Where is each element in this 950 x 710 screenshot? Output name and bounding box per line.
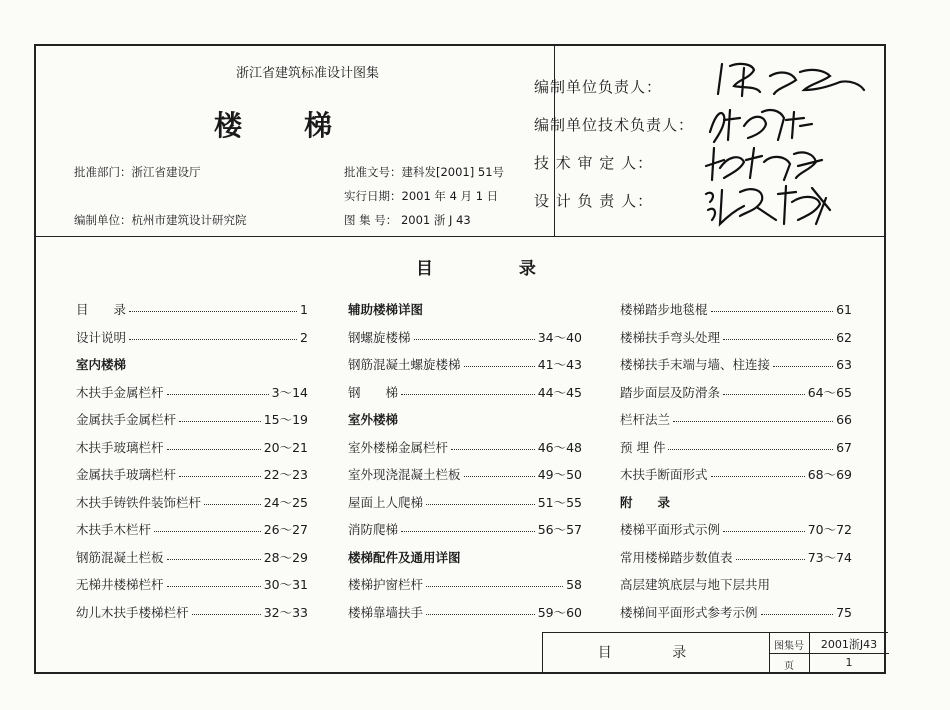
signature-label: 设 计 负 责 人： (534, 192, 654, 210)
toc-entry-title: 金属扶手玻璃栏杆 (76, 467, 177, 482)
toc-entry-title: 钢筋混凝土螺旋楼梯 (348, 357, 461, 372)
handwritten-signature (700, 180, 870, 230)
dot-leader (179, 406, 261, 422)
toc-entry-title: 木扶手玻璃栏杆 (76, 439, 164, 455)
toc-entry (620, 351, 852, 379)
toc-entry-title: 消防爬梯 (348, 522, 399, 537)
toc-entry-title: 钢筋混凝土栏板 (76, 549, 164, 565)
dot-leader (167, 544, 261, 560)
toc-entry-title: 踏步面层及防滑条 (620, 384, 721, 400)
dot-leader (426, 489, 535, 505)
toc-entry-title: 金属扶手金属栏杆 (76, 412, 177, 427)
toc-entry (348, 351, 582, 379)
dot-leader (426, 599, 535, 615)
dot-leader (129, 324, 297, 340)
atlas-no-value: 2001浙J43 (820, 638, 878, 651)
toc-page-number: 22～23 (263, 467, 308, 482)
toc-entry-title: 楼梯扶手弯头处理 (620, 329, 721, 345)
signature-row-designer (534, 190, 709, 211)
toc-entry (76, 296, 308, 324)
signature-label: 技 术 审 定 人： (534, 154, 654, 172)
toc-entry (76, 516, 308, 544)
dot-leader (761, 599, 834, 615)
page-number: 1 (845, 656, 853, 669)
toc-page-number: 44～45 (537, 384, 582, 400)
toc-page-number: 2 (300, 329, 308, 345)
toc-entry (76, 461, 308, 489)
toc-entry-title: 室外现浇混凝土栏板 (348, 467, 461, 482)
toc-page-number: 61 (836, 302, 852, 317)
signature-label: 编制单位技术负责人： (534, 116, 695, 134)
toc-page-number: 70～72 (807, 522, 852, 537)
toc-entry-title: 木扶手木栏杆 (76, 522, 152, 537)
toc-entry-title: 栏杆法兰 (620, 412, 671, 427)
dot-leader (154, 516, 261, 532)
toc-entry (620, 324, 852, 352)
toc-entry-title: 楼梯扶手末端与墙、柱连接 (620, 357, 771, 372)
dot-leader (129, 296, 297, 312)
toc-entry (76, 434, 308, 462)
dot-leader (723, 324, 833, 340)
compiler-unit: 编制单位：杭州市建筑设计研究院 (74, 213, 247, 227)
dot-leader (711, 461, 805, 477)
toc-page-number: 46～48 (537, 439, 582, 455)
toc-entry (348, 571, 582, 599)
dot-leader (414, 324, 535, 340)
toc-entry-title: 幼儿木扶手楼梯栏杆 (76, 604, 189, 620)
handwritten-signature (700, 56, 870, 100)
dot-leader (464, 461, 535, 477)
toc-page-number: 1 (300, 302, 308, 317)
toc-entry-title: 室内楼梯 (76, 357, 127, 372)
toc-entry (620, 516, 852, 544)
title-block-sheet-name: 目 录 (597, 645, 715, 661)
title-block (542, 632, 888, 672)
toc-entry (620, 544, 852, 572)
toc-entry (620, 406, 852, 434)
toc-entry-title: 室外楼梯 (348, 412, 399, 427)
signature-row-unit-head (534, 76, 709, 97)
dot-leader (167, 434, 261, 450)
toc-page-number: 49～50 (537, 467, 582, 482)
dot-leader (167, 379, 269, 395)
toc-column-3 (620, 296, 852, 626)
toc-column-1 (76, 296, 308, 626)
toc-entry (348, 599, 582, 627)
toc-entry (620, 434, 852, 462)
dot-leader (668, 434, 833, 450)
toc-entry (348, 461, 582, 489)
toc-page-number: 64～65 (807, 384, 852, 400)
toc-page-number: 75 (836, 604, 852, 620)
approval-doc: 批准文号：建科发[2001] 51号 (344, 165, 505, 179)
toc-entry (620, 571, 852, 599)
handwritten-signature (700, 140, 870, 184)
toc-entry-title: 常用楼梯踏步数值表 (620, 549, 733, 565)
signature-row-reviewer (534, 152, 709, 173)
toc-entry-title: 木扶手断面形式 (620, 467, 708, 482)
dot-leader (426, 571, 563, 587)
toc-page-number: 67 (836, 439, 852, 455)
toc-entry (620, 599, 852, 627)
toc-page-number: 59～60 (537, 604, 582, 620)
dot-leader (723, 379, 805, 395)
toc-section-heading (620, 489, 852, 517)
dot-leader (401, 516, 535, 532)
toc-entry-title: 楼梯配件及通用详图 (348, 549, 461, 565)
signature-row-tech-head (534, 114, 709, 135)
toc-entry-title: 楼梯踏步地毯棍 (620, 302, 708, 317)
toc-entry-title: 辅助楼梯详图 (348, 302, 424, 317)
dot-leader (167, 571, 261, 587)
toc-entry (76, 406, 308, 434)
dot-leader (673, 406, 833, 422)
toc-entry-title: 无梯井楼梯栏杆 (76, 577, 164, 592)
toc-page-number: 32～33 (263, 604, 308, 620)
toc-entry-title: 楼梯靠墙扶手 (348, 604, 424, 620)
toc-page-number: 28～29 (263, 549, 308, 565)
effective-date: 实行日期：2001 年 4 月 1 日 (344, 189, 499, 203)
toc-page-number: 3～14 (271, 384, 308, 400)
toc-page-number: 73～74 (807, 549, 852, 565)
toc-page-number: 58 (566, 577, 582, 592)
toc-entry (348, 516, 582, 544)
toc-page-number: 68～69 (807, 467, 852, 482)
dot-leader (192, 599, 261, 615)
toc-entry-title: 钢 梯 (348, 384, 399, 400)
toc-entry (620, 461, 852, 489)
title-block-divider (769, 653, 889, 654)
toc-entry (76, 489, 308, 517)
toc-page-number: 66 (836, 412, 852, 427)
toc-page-number: 56～57 (537, 522, 582, 537)
series-title: 浙江省建筑标准设计图集 (236, 66, 380, 81)
toc-title: 目 录 (416, 259, 576, 279)
dot-leader (711, 296, 834, 312)
toc-entry-title: 楼梯平面形式示例 (620, 522, 721, 537)
toc-entry (348, 379, 582, 407)
dot-leader (736, 544, 805, 560)
toc-section-heading (76, 351, 308, 379)
toc-entry-title: 钢螺旋楼梯 (348, 329, 411, 345)
toc-entry (76, 599, 308, 627)
toc-entry-title: 木扶手铸铁件装饰栏杆 (76, 494, 202, 510)
toc-entry (348, 434, 582, 462)
toc-entry-title: 楼梯间平面形式参考示例 (620, 604, 758, 620)
toc-section-heading (348, 544, 582, 572)
toc-entry (76, 379, 308, 407)
signature-label: 编制单位负责人： (534, 78, 663, 96)
toc-section-heading (348, 406, 582, 434)
toc-page-number: 20～21 (263, 439, 308, 455)
toc-entry (76, 571, 308, 599)
toc-column-2 (348, 296, 582, 626)
toc-page-number: 41～43 (537, 357, 582, 372)
toc-page-number: 26～27 (263, 522, 308, 537)
toc-entry (348, 324, 582, 352)
toc-page-number: 51～55 (537, 494, 582, 510)
page-title: 楼梯 (214, 109, 395, 142)
dot-leader (451, 434, 535, 450)
dot-leader (401, 379, 535, 395)
dot-leader (464, 351, 535, 367)
toc-page-number: 15～19 (263, 412, 308, 427)
toc-entry-title: 附 录 (620, 494, 671, 510)
toc-entry-title: 目 录 (76, 302, 127, 317)
toc-page-number: 24～25 (263, 494, 308, 510)
dot-leader (723, 516, 805, 532)
toc-entry-title: 楼梯护窗栏杆 (348, 577, 424, 592)
atlas-no-label: 图集号 (774, 641, 804, 652)
toc-section-heading (348, 296, 582, 324)
toc-entry-title: 木扶手金属栏杆 (76, 384, 164, 400)
header-divider-horizontal (36, 236, 884, 237)
toc-page-number: 34～40 (537, 329, 582, 345)
toc-entry-title: 高层建筑底层与地下层共用 (620, 577, 771, 592)
toc-entry-title: 设计说明 (76, 329, 127, 345)
toc-entry (620, 296, 852, 324)
toc-entry-title: 屋面上人爬梯 (348, 494, 424, 510)
toc-page-number: 62 (836, 329, 852, 345)
toc-entry-title: 室外楼梯金属栏杆 (348, 439, 449, 455)
toc-entry-title: 预 埋 件 (620, 439, 666, 455)
toc-entry (348, 489, 582, 517)
dot-leader (773, 351, 833, 367)
dot-leader (179, 461, 261, 477)
toc-entry (76, 544, 308, 572)
toc-page-number: 63 (836, 357, 852, 372)
approval-dept: 批准部门：浙江省建设厅 (74, 165, 201, 179)
toc-entry (620, 379, 852, 407)
toc-entry (76, 324, 308, 352)
toc-page-number: 30～31 (263, 577, 308, 592)
atlas-number: 图 集 号： 2001 浙 J 43 (344, 213, 471, 227)
page-label: 页 (784, 661, 794, 672)
dot-leader (204, 489, 261, 505)
